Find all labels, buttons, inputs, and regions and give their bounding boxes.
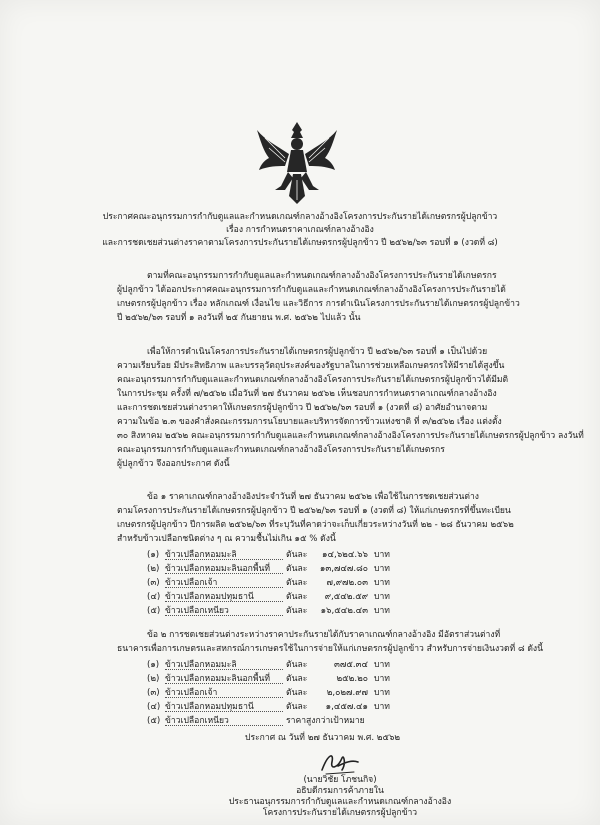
clause2-line: ธนาคารเพื่อการเกษตรและสหกรณ์การเกษตรใช้ในการจ่ายให้แก่เกษตรกรผู้ปลูกข้าว สำหรับการจ่ายเงินงวดที่ ๘ ดังนี้ [117,644,543,654]
para2-line: คณะอนุกรรมการกำกับดูแลและกำหนดเกณฑ์กลางอ้างอิงโครงการประกันรายได้เกษตรกร [117,445,445,455]
price-unit: ตันละ [286,578,308,588]
signatory-title: โครงการประกันรายได้เกษตรกรผู้ปลูกข้าว [262,808,418,818]
signatory-title: ประธานอนุกรรมการกำกับดูแลและกำหนดเกณฑ์กลางอ้างอิง [228,797,452,807]
signatory-title: อธิบดีกรมการค้าภายใน [296,786,384,796]
price-value: ๑๖,๕๔๒.๔๓ [320,606,368,616]
para2-line: ความในข้อ ๒.๓ ของคำสั่งคณะกรรมการนโยบายและบริหารจัดการข้าวแห่งชาติ ที่ ๓/๒๕๖๒ เรื่อง แต่งตั้ง [117,417,502,427]
comp-value: ๒๕๒.๒๐ [336,674,368,684]
comp-name: ข้าวเปลือกหอมมะลิ [165,660,237,670]
price-name: ข้าวเปลือกเหนียว [165,606,229,616]
comp-unit: ตันละ [286,702,308,712]
price-num: (๒) [147,564,160,574]
comp-value: ๑,๔๕๗.๔๑ [325,702,368,712]
comp-baht: บาท [374,702,390,712]
para1-line: ตามที่คณะอนุกรรมการกำกับดูแลและกำหนดเกณฑ์กลางอ้างอิงโครงการประกันรายได้เกษตรกร [147,271,497,281]
comp-baht: บาท [374,660,390,670]
para2-line: ในการประชุม ครั้งที่ ๗/๒๕๖๒ เมื่อวันที่ ๒๗ ธันวาคม ๒๕๖๒ เห็นชอบการกำหนดราคาเกณฑ์กลางอ้างอิง [117,389,497,399]
para2-line: และการชดเชยส่วนต่างราคาให้เกษตรกรผู้ปลูกข้าว ปี ๒๕๖๒/๖๓ รอบที่ ๑ (งวดที่ ๘) อาศัยอำนาจตาม [117,403,488,413]
price-baht: บาท [374,606,390,616]
comp-unit: ตันละ [286,674,308,684]
announcement-title: ประกาศคณะอนุกรรมการกำกับดูแลและกำหนดเกณฑ์กลางอ้างอิงโครงการประกันรายได้เกษตรกรผู้ปลูกข้าว [102,212,498,222]
comp-unit: ตันละ [286,660,308,670]
comp-baht: บาท [374,674,390,684]
price-baht: บาท [374,550,390,560]
price-unit: ตันละ [286,564,308,574]
price-name: ข้าวเปลือกหอมปทุมธานี [165,592,254,602]
para2-line: ๓๐ สิงหาคม ๒๕๖๒ คณะอนุกรรมการกำกับดูแลและกำหนดเกณฑ์กลางอ้างอิงโครงการประกันรายได้เกษตรกรผู้ปลูกข้าว ลงวันที่ [117,431,584,441]
price-value: ๗,๙๗๒.๐๓ [326,578,368,588]
handwritten-signature [318,748,360,778]
signatory-name: (นายวิชัย โภชนกิจ) [303,775,377,785]
price-num: (๓) [147,578,160,588]
comp-num: (๔) [147,702,161,712]
price-value: ๙,๕๔๒.๕๙ [324,592,368,602]
comp-num: (๕) [147,716,161,726]
clause2-line: ข้อ ๒ การชดเชยส่วนต่างระหว่างราคาประกันรายได้กับราคาเกณฑ์กลางอ้างอิง มีอัตราส่วนต่างที่ [147,630,501,640]
para2-line: ความเรียบร้อย มีประสิทธิภาพ และบรรลุวัตถุประสงค์ของรัฐบาลในการช่วยเหลือเกษตรกรให้มีรายได้สูงขึ้น [117,361,505,371]
price-num: (๑) [147,550,160,560]
price-unit: ตันละ [286,606,308,616]
garuda-emblem [255,120,339,206]
price-unit: ตันละ [286,592,308,602]
price-name: ข้าวเปลือกเจ้า [165,578,218,588]
clause1-line: ข้อ ๑ ราคาเกณฑ์กลางอ้างอิงประจำวันที่ ๒๗ ธันวาคม ๒๕๖๒ เพื่อใช้ในการชดเชยส่วนต่าง [147,492,479,502]
comp-value: ๒,๐๒๗.๙๗ [326,688,368,698]
clause1-line: สำหรับข้าวเปลือกชนิดต่าง ๆ ณ ความชื้นไม่เกิน ๑๕ % ดังนี้ [117,534,336,544]
announcement-date: ประกาศ ณ วันที่ ๒๗ ธันวาคม พ.ศ. ๒๕๖๒ [245,733,401,743]
para1-line: ผู้ปลูกข้าว ได้ออกประกาศคณะอนุกรรมการกำกับดูแลและกำหนดเกณฑ์กลางอ้างอิงโครงการประกันรายได้ [117,285,506,295]
comp-unit: ตันละ [286,688,308,698]
comp-baht: บาท [374,688,390,698]
comp-value: ๓๗๕.๓๔ [334,660,368,670]
clause1-line: เกษตรกรผู้ปลูกข้าว ปีการผลิต ๒๕๖๒/๖๓ ที่ระบุวันที่คาดว่าจะเก็บเกี่ยวระหว่างวันที่ ๒๒ - ๒๘ ธันวาคม ๒๕๖๒ [117,520,514,530]
comp-name: ข้าวเปลือกหอมมะลินอกพื้นที่ [165,674,271,684]
price-unit: ตันละ [286,550,308,560]
price-num: (๕) [147,606,161,616]
para1-line: เกษตรกรผู้ปลูกข้าว เรื่อง หลักเกณฑ์ เงื่อนไข และวิธีการ การดำเนินโครงการประกันรายได้เกษตรกรผู้ปลูกข้าว [117,299,520,309]
para2-line: คณะอนุกรรมการกำกับดูแลและกำหนดเกณฑ์กลางอ้างอิงโครงการประกันรายได้เกษตรกรผู้ปลูกข้าวได้มีมติ [117,375,509,385]
price-value: ๑๔,๖๒๔.๖๖ [322,550,368,560]
price-name: ข้าวเปลือกหอมมะลิ [165,550,237,560]
comp-num: (๒) [147,674,160,684]
comp-num: (๑) [147,660,160,670]
comp-name: ข้าวเปลือกหอมปทุมธานี [165,702,254,712]
clause1-line: ตามโครงการประกันรายได้เกษตรกรผู้ปลูกข้าว ปี ๒๕๖๒/๖๓ รอบที่ ๑ (งวดที่ ๘) ให้แก่เกษตรกรที่ขึ้นทะเบียน [117,506,511,516]
comp-name: ข้าวเปลือกเจ้า [165,688,218,698]
announcement-subtitle: และการชดเชยส่วนต่างราคาตามโครงการประกันรายได้เกษตรกรผู้ปลูกข้าว ปี ๒๕๖๒/๖๓ รอบที่ ๑ (งวดที่ ๘) [102,238,498,248]
para1-line: ปี ๒๕๖๒/๖๓ รอบที่ ๑ ลงวันที่ ๒๕ กันยายน พ.ศ. ๒๕๖๒ ไปแล้ว นั้น [117,313,361,323]
price-num: (๔) [147,592,161,602]
announcement-subject: เรื่อง การกำหนดราคาเกณฑ์กลางอ้างอิง [226,225,374,235]
price-baht: บาท [374,578,390,588]
para2-line: เพื่อให้การดำเนินโครงการประกันรายได้เกษตรกรผู้ปลูกข้าว ปี ๒๕๖๒/๖๓ รอบที่ ๑ เป็นไปด้วย [147,347,488,357]
comp-name: ข้าวเปลือกเหนียว [165,716,229,726]
comp-num: (๓) [147,688,160,698]
price-baht: บาท [374,564,390,574]
comp-unit: ราคาสูงกว่าเป้าหมาย [286,716,365,726]
price-name: ข้าวเปลือกหอมมะลินอกพื้นที่ [165,564,271,574]
price-baht: บาท [374,592,390,602]
para2-line: ผู้ปลูกข้าว จึงออกประกาศ ดังนี้ [117,459,230,469]
price-value: ๑๓,๗๔๗.๘๐ [319,564,368,574]
